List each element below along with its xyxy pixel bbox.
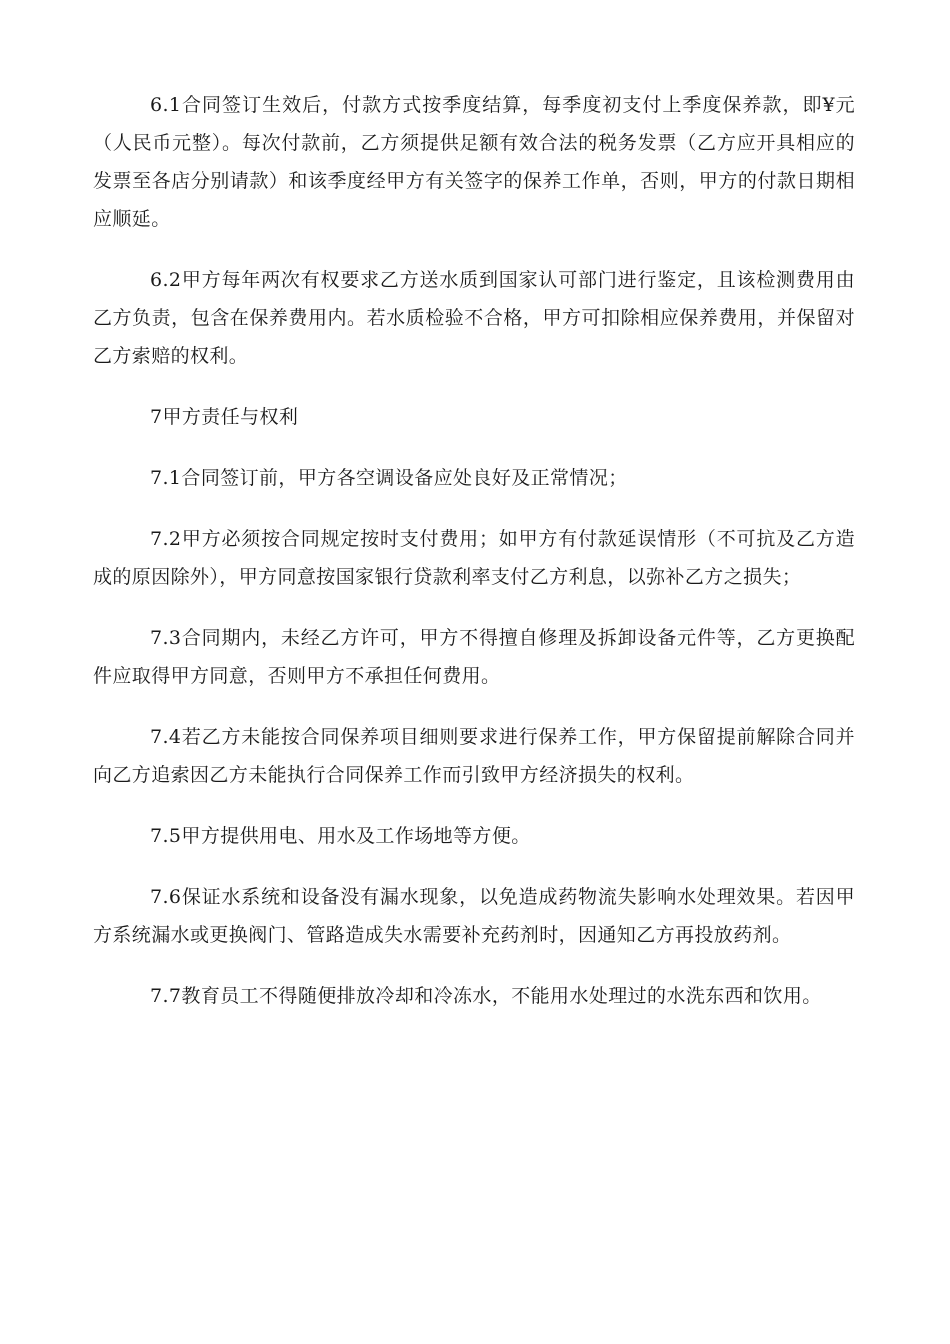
clause-7-4: 7.4若乙方未能按合同保养项目细则要求进行保养工作，甲方保留提前解除合同并向乙方追索因乙方未能执行合同保养工作而引致甲方经济损失的权利。 xyxy=(93,726,855,786)
clause-7-6: 7.6保证水系统和设备没有漏水现象，以免造成药物流失影响水处理效果。若因甲方系统漏水或更换阀门、管路造成失水需要补充药剂时，因通知乙方再投放药剂。 xyxy=(93,886,855,946)
clause-7-1: 7.1合同签订前，甲方各空调设备应处良好及正常情况； xyxy=(150,467,628,489)
section-heading-7: 7甲方责任与权利 xyxy=(150,406,299,428)
clause-6-1: 6.1合同签订生效后，付款方式按季度结算，每季度初支付上季度保养款，即¥元（人民币元整）。每次付款前，乙方须提供足额有效合法的税务发票（乙方应开具相应的发票至各店分别请款）和该季度经甲方有关签字的保养工作单，否则，甲方的付款日期相应顺延。 xyxy=(93,94,855,230)
clause-6-2: 6.2甲方每年两次有权要求乙方送水质到国家认可部门进行鉴定，且该检测费用由乙方负责，包含在保养费用内。若水质检验不合格，甲方可扣除相应保养费用，并保留对乙方索赔的权利。 xyxy=(93,269,855,367)
clause-7-3: 7.3合同期内，未经乙方许可，甲方不得擅自修理及拆卸设备元件等，乙方更换配件应取得甲方同意，否则甲方不承担任何费用。 xyxy=(93,627,855,687)
document-body xyxy=(93,86,855,1038)
clause-7-2: 7.2甲方必须按合同规定按时支付费用；如甲方有付款延误情形（不可抗及乙方造成的原因除外），甲方同意按国家银行贷款利率支付乙方利息，以弥补乙方之损失； xyxy=(93,528,855,588)
clause-7-5: 7.5甲方提供用电、用水及工作场地等方便。 xyxy=(150,825,531,847)
clause-7-7: 7.7教育员工不得随便排放冷却和冷冻水，不能用水处理过的水洗东西和饮用。 xyxy=(150,985,822,1007)
